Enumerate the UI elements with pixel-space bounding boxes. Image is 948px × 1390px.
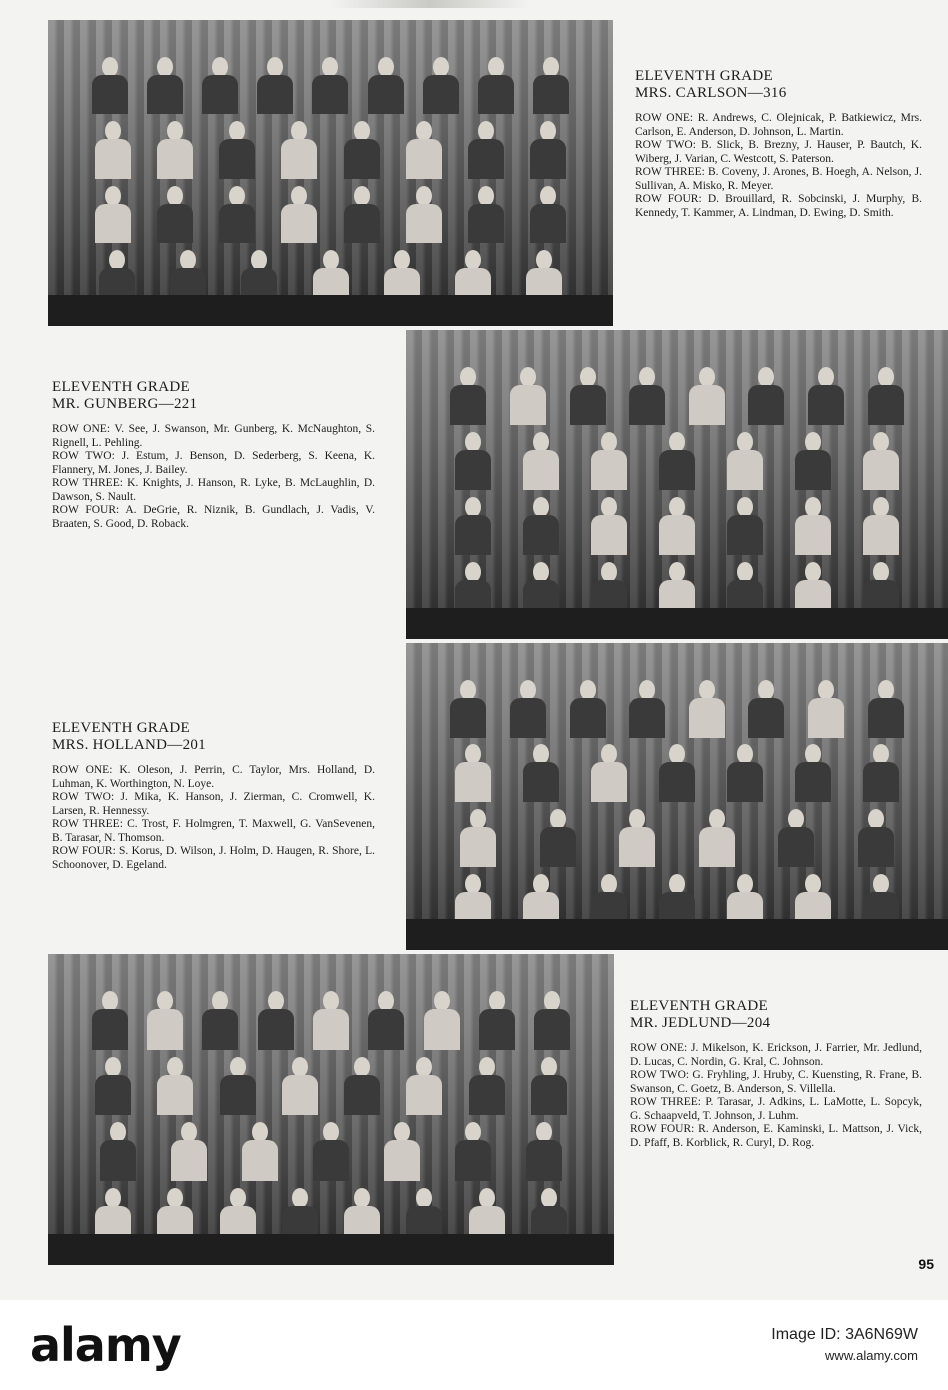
footer-info [771,1326,918,1363]
caption-row-four: ROW FOUR: A. DeGrie, R. Niznik, B. Gundlach, J. Vadis, V. Braaten, S. Good, D. Roback. [52,504,375,530]
caption-title: ELEVENTH GRADE [52,720,190,736]
caption-row-four: ROW FOUR: S. Korus, D. Wilson, J. Holm, D. Haugen, R. Shore, L. Schoonover, D. Egeland. [52,845,375,871]
caption-row-three: ROW THREE: C. Trost, F. Holmgren, T. Maxwell, G. VanSevenen, B. Tarasar, N. Thomson. [52,818,375,844]
caption-row-two: ROW TWO: J. Mika, K. Hanson, J. Zierman, C. Cromwell, K. Larsen, R. Hennessy. [52,791,375,817]
class-photo-jedlund [48,954,614,1265]
caption-teacher: MR. GUNBERG—221 [52,396,198,412]
caption-title: ELEVENTH GRADE [52,379,190,395]
alamy-logo: alamy [30,1318,181,1372]
caption-jedlund [630,998,922,1150]
caption-teacher: MRS. HOLLAND—201 [52,737,206,753]
class-photo-gunberg [406,330,948,639]
caption-title: ELEVENTH GRADE [635,68,773,84]
caption-row-two: ROW TWO: G. Fryhling, J. Hruby, C. Kuensting, R. Frane, B. Swanson, C. Goetz, B. Anderson, S. Villella. [630,1069,922,1095]
scan-artifact [330,0,530,8]
caption-row-four: ROW FOUR: D. Brouillard, R. Sobcinski, J. Murphy, B. Kennedy, T. Kammer, A. Lindman, D. Ewing, D. Smith. [635,193,922,219]
caption-row-two: ROW TWO: J. Estum, J. Benson, D. Sederberg, S. Keena, K. Flannery, M. Jones, J. Bailey. [52,450,375,476]
image-id: Image ID: 3A6N69W [771,1326,918,1343]
caption-row-one: ROW ONE: V. See, J. Swanson, Mr. Gunberg, K. McNaughton, S. Rignell, L. Pehling. [52,423,375,449]
caption-carlson [635,68,922,220]
caption-holland [52,720,375,872]
caption-teacher: MR. JEDLUND—204 [630,1015,771,1031]
caption-row-three: ROW THREE: B. Coveny, J. Arones, B. Hoegh, A. Nelson, J. Sullivan, A. Misko, R. Meyer. [635,166,922,192]
caption-row-one: ROW ONE: K. Oleson, J. Perrin, C. Taylor, Mrs. Holland, D. Luhman, K. Worthington, N. Loye. [52,764,375,790]
class-photo-holland [406,643,948,950]
caption-row-one: ROW ONE: J. Mikelson, K. Erickson, J. Farrier, Mr. Jedlund, D. Lucas, C. Nordin, G. Kral, C. Johnson. [630,1042,922,1068]
caption-gunberg [52,379,375,531]
caption-row-two: ROW TWO: B. Slick, B. Brezny, J. Hauser, P. Bautch, K. Wiberg, J. Varian, C. Westcott, S. Paterson. [635,139,922,165]
caption-row-four: ROW FOUR: R. Anderson, E. Kaminski, L. Mattson, J. Vick, D. Pfaff, B. Korblick, R. Curyl, D. Rog. [630,1123,922,1149]
stock-footer [0,1300,948,1390]
caption-row-three: ROW THREE: P. Tarasar, J. Adkins, L. LaMotte, L. Sopcyk, G. Schaapveld, T. Johnson, J. Luhm. [630,1096,922,1122]
class-photo-carlson [48,20,613,326]
caption-row-one: ROW ONE: R. Andrews, C. Olejnicak, P. Batkiewicz, Mrs. Carlson, E. Anderson, D. Johnson, L. Martin. [635,112,922,138]
caption-title: ELEVENTH GRADE [630,998,768,1014]
page-number: 95 [918,1256,934,1272]
caption-row-three: ROW THREE: K. Knights, J. Hanson, R. Lyke, B. McLaughlin, D. Dawson, S. Nault. [52,477,375,503]
caption-teacher: MRS. CARLSON—316 [635,85,787,101]
site-url: www.alamy.com [825,1348,918,1363]
